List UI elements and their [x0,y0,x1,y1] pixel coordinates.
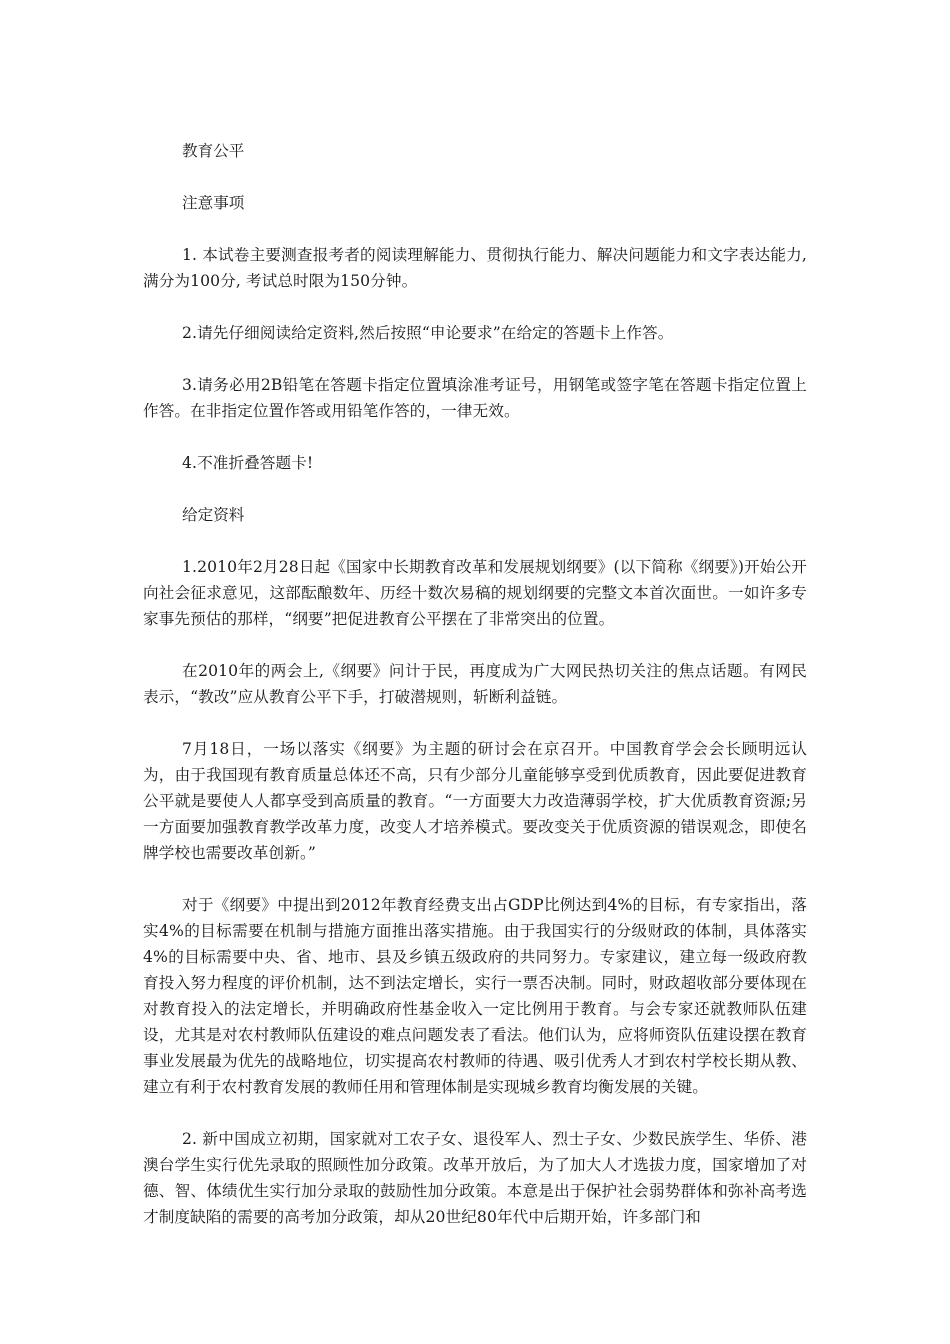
spacer [143,216,807,242]
material-paragraph-3: 7月18日，一场以落实《纲要》为主题的研讨会在京召开。中国教育学会会长顾明远认为，由于我国现有教育质量总体还不高，只有少部分儿童能够享受到优质教育，因此要促进教育公平就是要使人人都享受到高质量的教育。“一方面要大力改造薄弱学校，扩大优质教育资源;另一方面要加强教育教学改革力度，改变人才培养模式。要改变关于优质资源的错误观念，即使名牌学校也需要改革创新。” [143,740,807,862]
spacer [143,866,807,892]
spacer [143,632,807,658]
notice-heading: 注意事项 [182,194,245,212]
notice-item-2: 2.请先仔细阅读给定资料,然后按照“申论要求”在给定的答题卡上作答。 [182,324,674,342]
spacer [143,1100,807,1126]
document-title: 教育公平 [182,142,245,160]
spacer [143,710,807,736]
spacer [143,346,807,372]
material-paragraph-5: 2. 新中国成立初期，国家就对工农子女、退役军人、烈士子女、少数民族学生、华侨、港澳台学生实行优先录取的照顾性加分政策。改革开放后，为了加大人才选拔力度，国家增加了对德、智、体绩优生实行加分录取的鼓励性加分政策。本意是出于保护社会弱势群体和弥补高考选才制度缺陷的需要的高考加分政策，却从20世纪80年代中后期开始，许多部门和 [143,1130,807,1226]
notice-item-3: 3.请务必用2B铅笔在答题卡指定位置填涂准考证号，用钢笔或签字笔在答题卡指定位置上作答。在非指定位置作答或用铅笔作答的，一律无效。 [143,376,807,420]
notice-item-4: 4.不准折叠答题卡! [182,454,314,472]
materials-heading: 给定资料 [182,506,245,524]
spacer [143,294,807,320]
document-page [143,138,807,1230]
material-paragraph-2: 在2010年的两会上,《纲要》问计于民，再度成为广大网民热切关注的焦点话题。有网民表示，“教改”应从教育公平下手，打破潜规则，斩断利益链。 [143,662,807,706]
spacer [143,164,807,190]
notice-item-1: 1. 本试卷主要测查报考者的阅读理解能力、贯彻执行能力、解决问题能力和文字表达能力,满分为100分, 考试总时限为150分钟。 [143,246,807,290]
spacer [143,476,807,502]
spacer [143,528,807,554]
material-paragraph-4: 对于《纲要》中提出到2012年教育经费支出占GDP比例达到4%的目标，有专家指出，落实4%的目标需要在机制与措施方面推出落实措施。由于我国实行的分级财政的体制，具体落实4%的目标需要中央、省、地市、县及乡镇五级政府的共同努力。专家建议，建立每一级政府教育投入努力程度的评价机制，达不到法定增长，实行一票否决制。同时，财政超收部分要体现在对教育投入的法定增长，并明确政府性基金收入一定比例用于教育。与会专家还就教师队伍建设，尤其是对农村教师队伍建设的难点问题发表了看法。他们认为，应将师资队伍建设摆在教育事业发展最为优先的战略地位，切实提高农村教师的待遇、吸引优秀人才到农村学校长期从教、建立有利于农村教育发展的教师任用和管理体制是实现城乡教育均衡发展的关键。 [143,896,807,1096]
spacer [143,424,807,450]
material-paragraph-1: 1.2010年2月28日起《国家中长期教育改革和发展规划纲要》(以下简称《纲要》)开始公开向社会征求意见，这部酝酿数年、历经十数次易稿的规划纲要的完整文本首次面世。一如许多专家事先预估的那样，“纲要”把促进教育公平摆在了非常突出的位置。 [143,558,807,628]
